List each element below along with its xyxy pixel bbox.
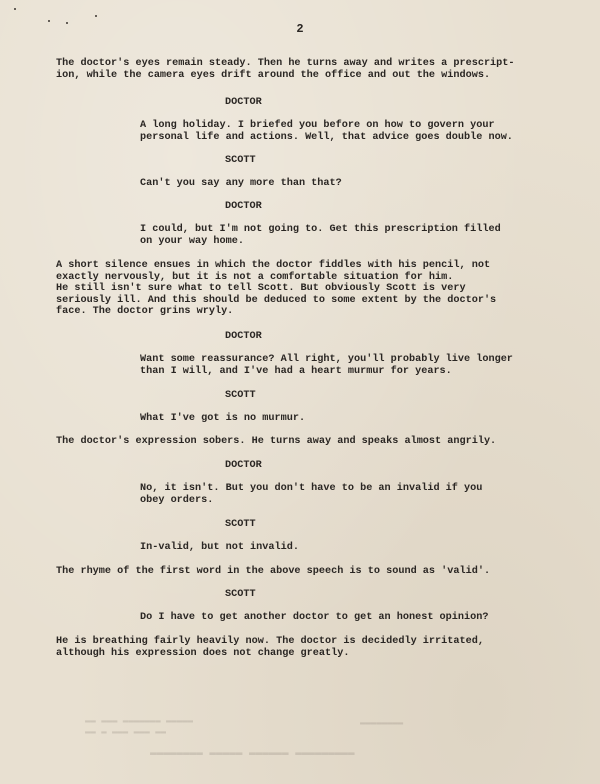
bleed-through-mark: ▬▬▬▬▬▬▬▬ ▬▬▬▬▬ ▬▬▬▬▬▬ ▬▬▬▬▬▬▬▬▬ (150, 748, 355, 760)
character-cue: DOCTOR (225, 201, 262, 212)
dialogue-block: A long holiday. I briefed you before on how to govern your personal life and actions. Well, that advice goes double now. (140, 120, 513, 143)
character-cue: SCOTT (225, 589, 256, 600)
character-cue: SCOTT (225, 155, 256, 166)
dialogue-block: Want some reassurance? All right, you'll probably live longer than I will, and I've had a heart murmur for years. (140, 354, 513, 377)
action-paragraph: The rhyme of the first word in the above speech is to sound as 'valid'. (56, 566, 491, 577)
action-paragraph: A short silence ensues in which the doctor fiddles with his pencil, not exactly nervously, but it is not a comfortable situation for him. He still isn't sure what to tell Scott. But obviously Scott is very seriously ill. And this should be deduced to some extent by the doctor's face. The doctor grins wryly. (56, 260, 497, 318)
dialogue-block: Can't you say any more than that? (140, 178, 342, 189)
dialogue-block: No, it isn't. But you don't have to be an invalid if you obey orders. (140, 483, 483, 506)
character-cue: DOCTOR (225, 97, 262, 108)
action-paragraph: He is breathing fairly heavily now. The doctor is decidedly irritated, although his expression does not change greatly. (56, 636, 484, 659)
character-cue: SCOTT (225, 519, 256, 530)
character-cue: SCOTT (225, 390, 256, 401)
dialogue-block: In-valid, but not invalid. (140, 542, 299, 553)
paper-speck (14, 8, 16, 10)
dialogue-block: I could, but I'm not going to. Get this prescription filled on your way home. (140, 224, 501, 247)
page-number: 2 (296, 22, 304, 36)
character-cue: DOCTOR (225, 331, 262, 342)
paper-speck (95, 15, 97, 17)
bleed-through-mark: ▬▬▬▬▬▬▬▬ (360, 719, 404, 729)
action-paragraph: The doctor's eyes remain steady. Then he turns away and writes a prescript- ion, while the camera eyes drift around the office and out the windows. (56, 58, 515, 81)
character-cue: DOCTOR (225, 460, 262, 471)
dialogue-block: What I've got is no murmur. (140, 413, 306, 424)
bleed-through-mark: ▬▬ ▬ ▬▬▬ ▬▬▬ ▬▬ ▬▬ ▬▬▬ ▬▬▬▬▬▬▬ ▬▬▬▬▬ (85, 717, 194, 738)
action-paragraph: The doctor's expression sobers. He turns away and speaks almost angrily. (56, 436, 497, 447)
dialogue-block: Do I have to get another doctor to get an honest opinion? (140, 612, 489, 623)
